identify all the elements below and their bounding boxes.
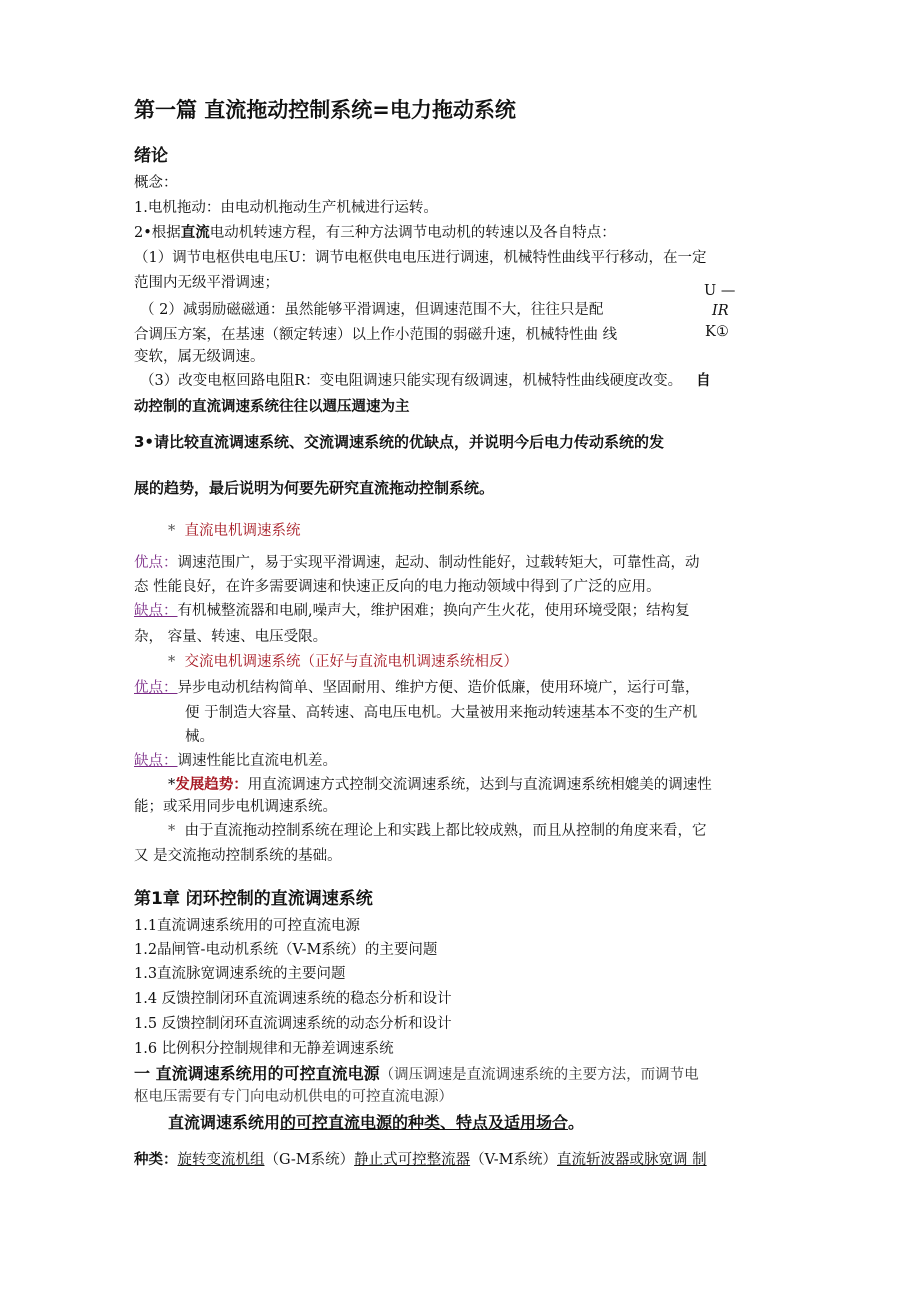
text: （调压调速是直流调速系统的主要方法，而调节电 — [379, 1067, 699, 1083]
page-title: 第一篇 直流拖动控制系统=电力拖动系统 — [134, 98, 516, 122]
text: （G-M系统） — [264, 1152, 355, 1168]
paragraph: 能；或采用同步电机调速系统。 — [134, 799, 337, 815]
toc-item: 1.3直流脉宽调速系统的主要问题 — [134, 966, 346, 982]
text: 异步电动机结构简单、坚固耐用、维护方便、造价低廉，使用环境广，运行可靠， — [177, 680, 700, 696]
paragraph: 动控制的直流调速系统往往以週压週速为主 — [134, 399, 410, 415]
label: 发展趋势： — [175, 777, 248, 793]
paragraph: 便 于制造大容量、高转速、高电压电机。大量被用来拖动转速基本不变的生产机 — [185, 705, 698, 721]
text: （3）改变电枢回路电阻R：变电阻调速只能实现有级调速，机械特性曲线硬度改变。 — [140, 373, 683, 389]
text: 旋转变流机组 — [177, 1152, 265, 1168]
paragraph: 枢电压需要有专门向电动机供电的可控直流电源） — [134, 1089, 453, 1105]
text: 有机械整流器和电刷,噪声大，维护困难；换向产生火花，使用环境受限；结构复 — [177, 603, 690, 619]
formula-line: K① — [705, 324, 729, 340]
text: 2•根据 — [134, 225, 181, 241]
paragraph — [134, 751, 337, 771]
toc-item: 1.5 反馈控制闭环直流调速系统的动态分析和设计 — [134, 1016, 452, 1032]
text: 。 — [568, 1113, 585, 1132]
bullet: * — [168, 777, 176, 793]
paragraph: （1）调节电枢供电电压U：调节电枢供电电压进行调速，机械特性曲线平行移动，在一定 — [134, 250, 707, 266]
toc-item: 1.1直流调速系统用的可控直流电源 — [134, 918, 361, 934]
text: 电动机转速方程，有三种方法调节电动机的转速以及各自特点： — [209, 225, 616, 241]
paragraph: 态 性能良好，在许多需要调速和快速正反向的电力拖动领域中得到了广泛的应用。 — [134, 579, 661, 595]
text: 用直流调速方式控制交流调速系统，达到与直流调速系统相媲美的调速性 — [247, 777, 712, 793]
formula-line: U — — [704, 283, 736, 299]
toc-item: 1.4 反馈控制闭环直流调速系统的稳态分析和设计 — [134, 991, 452, 1007]
paragraph — [168, 775, 712, 795]
paragraph — [134, 601, 690, 621]
paragraph: 范围内无级平滑调速； — [134, 275, 279, 291]
text: 自 — [696, 373, 711, 389]
text: 直流斩波器或脉宽调 制 — [557, 1152, 707, 1168]
toc-item: 1.6 比例积分控制规律和无静差调速系统 — [134, 1041, 394, 1057]
bullet: * — [168, 823, 176, 839]
text: 调速性能比直流电机差。 — [177, 753, 337, 769]
text: 由于直流拖动控制系统在理论上和实践上都比较成熟，而且从控制的角度来看，它 — [184, 823, 707, 839]
label: 缺点： — [134, 603, 178, 619]
kinds-line — [134, 1150, 707, 1170]
paragraph — [134, 678, 700, 698]
question: 3•请比较直流调速系统、交流调速系统的优缺点，并说明今后电力传动系统的发 — [134, 433, 665, 451]
text: 直流 — [180, 225, 210, 241]
question: 展的趋势，最后说明为何要先研究直流拖动控制系统。 — [134, 479, 495, 497]
chapter-heading: 第1章 闭环控制的直流调速系统 — [134, 889, 373, 909]
ac-heading — [168, 652, 518, 672]
text: （V-M系统） — [470, 1152, 557, 1168]
paragraph: 变软，属无级调速。 — [134, 349, 265, 365]
paragraph: 1.电机拖动：由电动机拖动生产机械进行运转。 — [134, 200, 438, 216]
paragraph — [168, 821, 706, 841]
text: 的可控直流电源的种类、特点及适用场合 — [280, 1113, 569, 1132]
label: 优点： — [134, 680, 178, 696]
paragraph: 合调压方案，在基速（额定转速）以上作小范围的弱磁升速，机械特性曲 线 — [134, 327, 618, 343]
bullet: * — [168, 654, 176, 670]
paragraph — [134, 223, 616, 243]
intro-heading: 绪论 — [134, 146, 168, 166]
paragraph — [140, 371, 711, 391]
paragraph: 又 是交流拖动控制系统的基础。 — [134, 848, 342, 864]
text: 直流电机调速系统 — [184, 523, 301, 539]
label: 种类： — [134, 1152, 178, 1168]
dc-heading — [168, 521, 300, 541]
toc-item: 1.2晶闸管-电动机系统（V-M系统）的主要问题 — [134, 942, 438, 958]
paragraph — [134, 553, 700, 573]
text: 一 直流调速系统用的可控直流电源 — [134, 1064, 380, 1083]
paragraph: （ 2）减弱励磁磁通：虽然能够平滑调速，但调速范围不大，往往只是配 — [140, 302, 604, 318]
text: 交流电机调速系统（正好与直流电机调速系统相反） — [184, 654, 518, 670]
text: 静止式可控整流器 — [354, 1152, 471, 1168]
concept-label: 概念： — [134, 175, 178, 191]
paragraph: 杂， 容量、转速、电压受限。 — [134, 629, 328, 645]
label: 缺点： — [134, 753, 178, 769]
section-heading — [134, 1064, 699, 1085]
text: 调速范围广，易于实现平滑调速，起动、制动性能好，过载转矩大，可靠性高，动 — [177, 555, 700, 571]
question — [168, 1113, 584, 1133]
bullet: * — [168, 523, 176, 539]
paragraph: 械。 — [185, 729, 214, 745]
formula-line: IR — [712, 303, 729, 319]
label: 优点： — [134, 555, 178, 571]
text: 直流调速系统用 — [168, 1113, 281, 1132]
